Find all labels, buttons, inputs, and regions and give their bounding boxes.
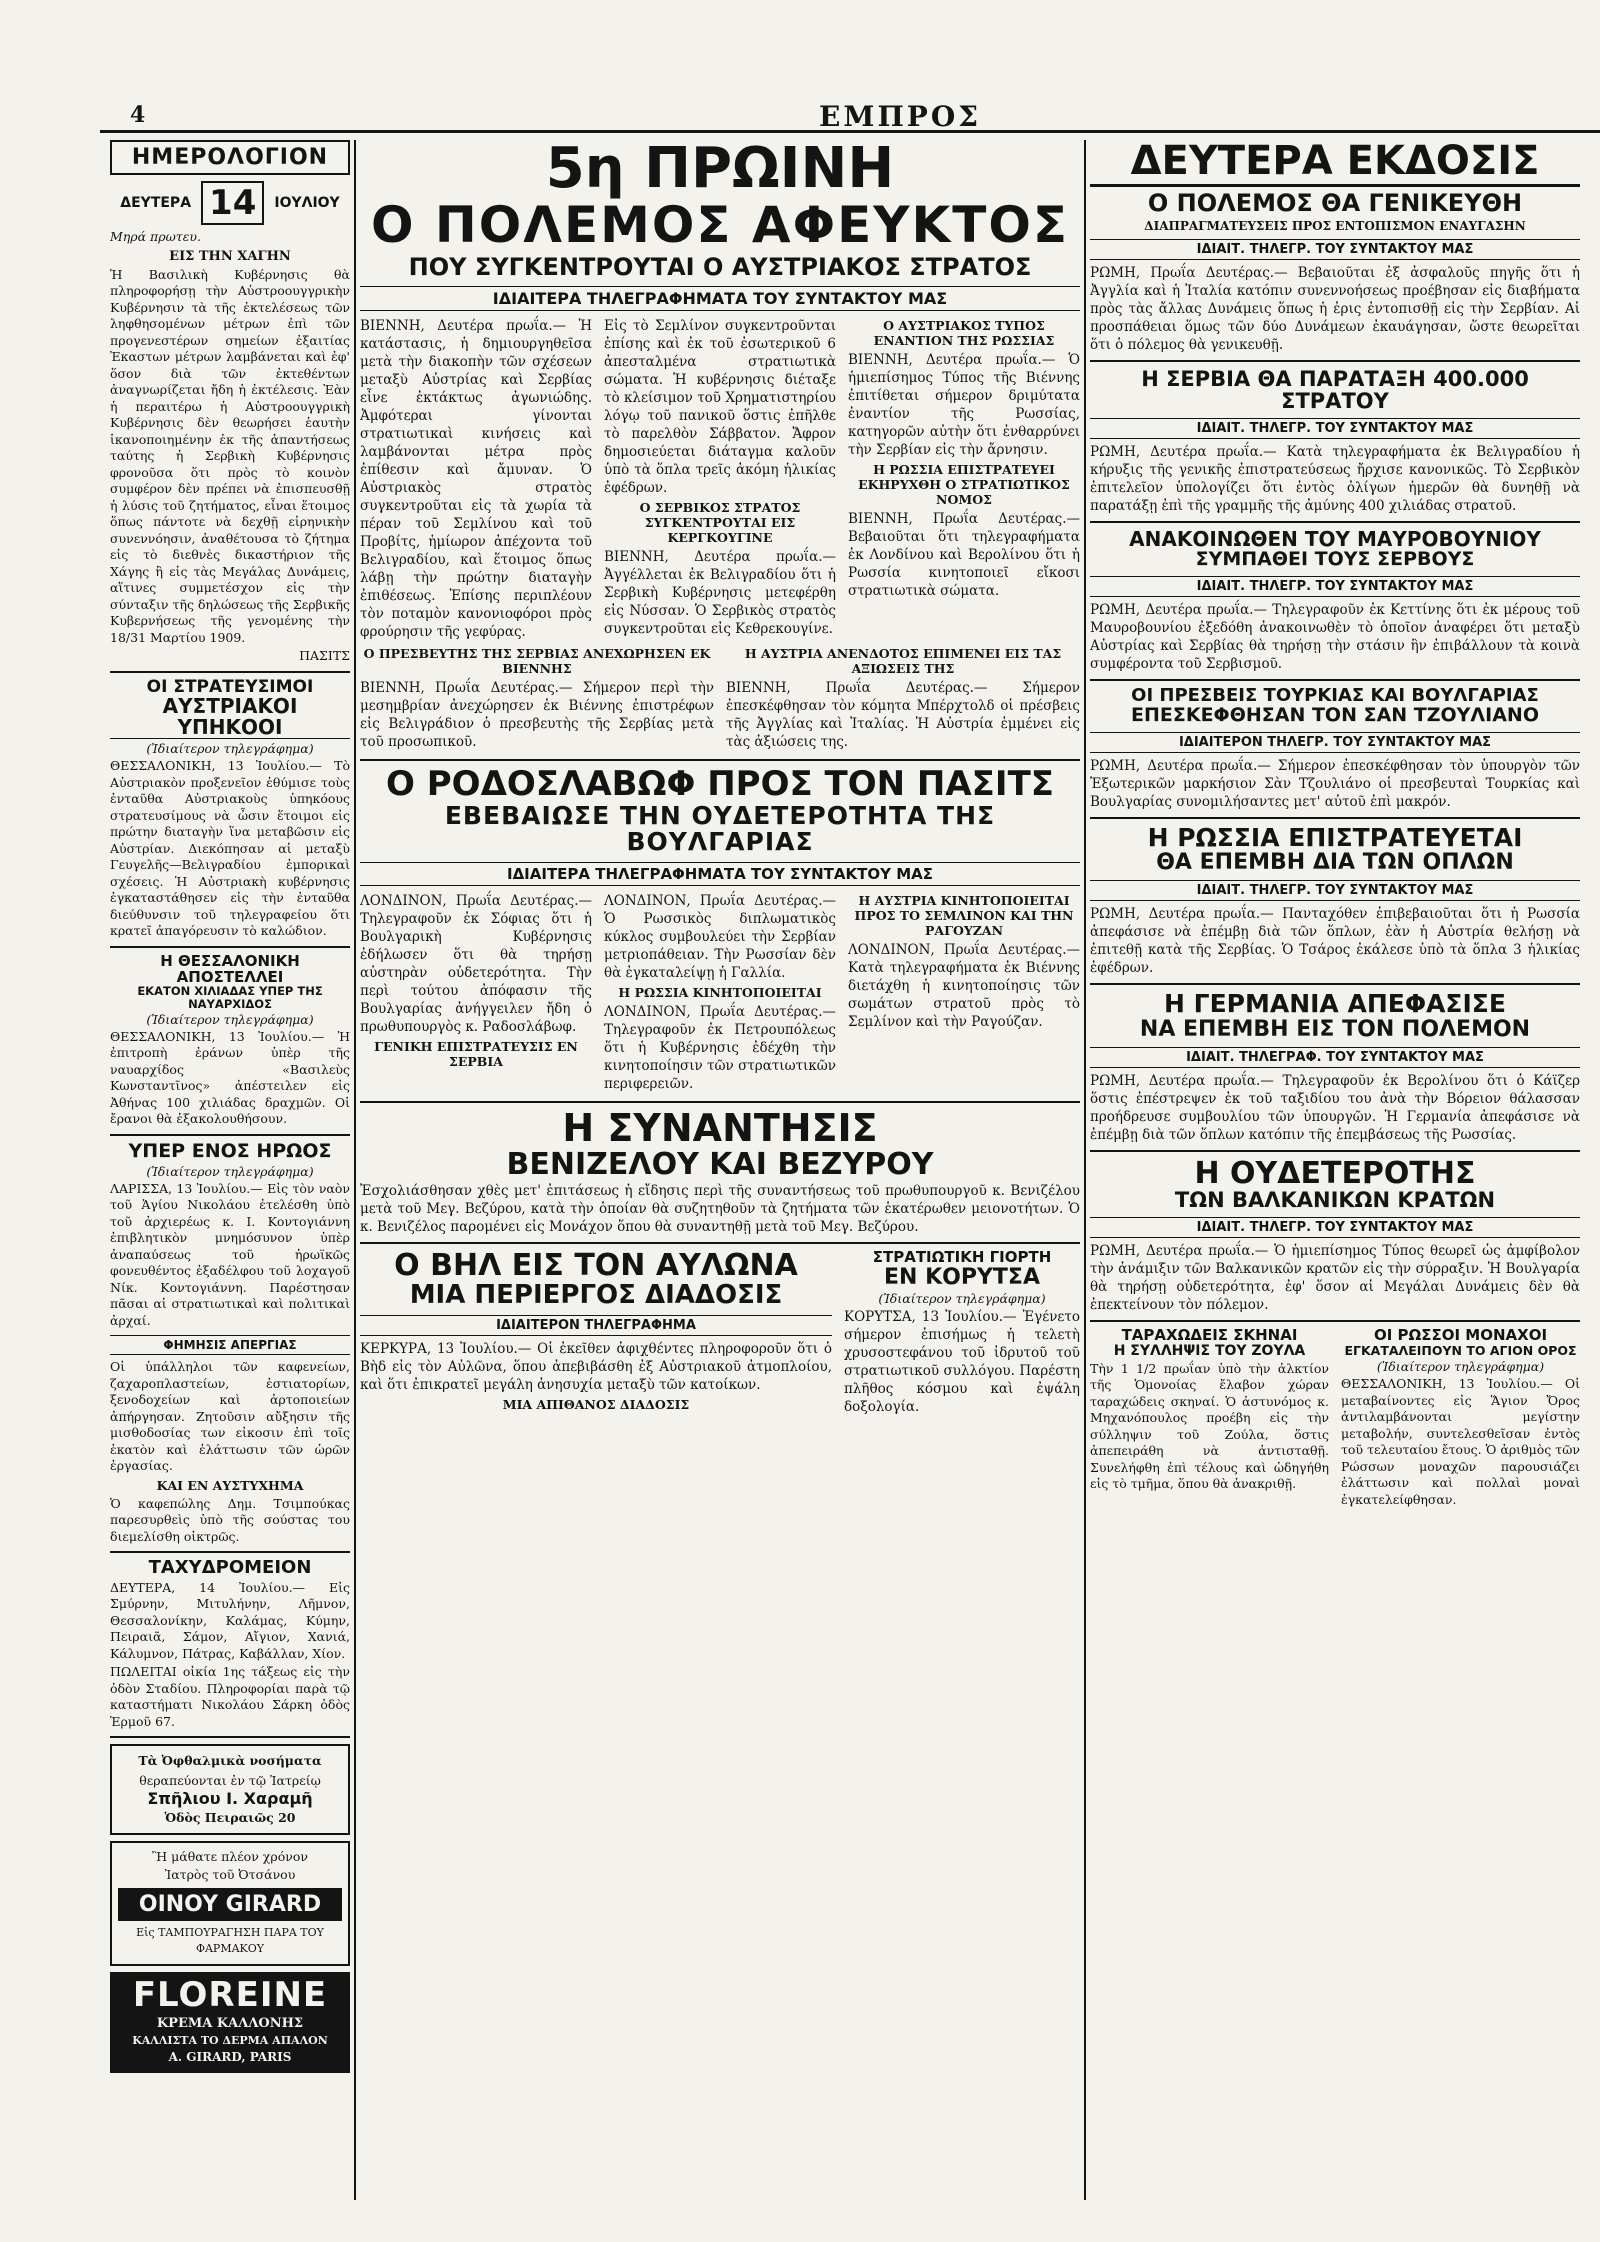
calendar-pre: Μηρά πρωτευ. bbox=[110, 229, 202, 245]
divider bbox=[1090, 1150, 1580, 1152]
meeting-headline: Η ΣΥΝΑΝΤΗΣΙΣ bbox=[562, 1105, 878, 1150]
ad-optician-name: Σπῆλιου Ι. Χαραμῆ bbox=[147, 1789, 313, 1809]
right-bottom-articles bbox=[1090, 1328, 1580, 1510]
austria-demands-body: ΒΙΕΝΝΗ, Πρωΐα Δευτέρας.— Σήμερον ἐπεσκέφθησαν τὸν κόμητα Μπέρχτολδ οἱ πρέσβεις τῆς Ἀγγλίας καὶ Ἰταλίας. Ἡ Αὐστρία ἐμμένει εἰς τὰς ἀξιώσεις της. bbox=[726, 680, 1080, 751]
rodoslavov-col-3 bbox=[848, 890, 1080, 1095]
calendar-month: ΙΟΥΛΙΟΥ bbox=[274, 195, 340, 212]
austria-mob-head: Η ΑΥΣΤΡΙΑ ΚΙΝΗΤΟΠΟΙΕΙΤΑΙ ΠΡΟΣ ΤΟ ΣΕΜΛΙΝΟΝ ΚΑΙ ΤΗΝ ΡΑΓΟΥΖΑΝ bbox=[854, 892, 1074, 938]
center-column bbox=[360, 140, 1080, 2200]
monks-head2: ΕΓΚΑΤΑΛΕΙΠΟΥΝ ΤΟ ΑΓΙΟΝ ΟΡΟΣ bbox=[1344, 1343, 1577, 1359]
war-col-3 bbox=[848, 315, 1080, 643]
serbian-army-body: ΒΙΕΝΝΗ, Δευτέρα πρωΐα.— Ἀγγέλλεται ἐκ Βελιγραδίου ὅτι ἡ Σερβικὴ Κυβέρνησις μετεφέρθη εἰς Νύσσαν. Ὁ Σερβικὸς στρατὸς συγκεντροῦται εἰς Κεθρεκουγίνε. bbox=[604, 549, 836, 638]
salonica-head2: ΕΚΑΤΟΝ ΧΙΛΙΑΔΑΣ ΥΠΕΡ ΤΗΣ ΝΑΥΑΡΧΙΔΟΣ bbox=[137, 984, 323, 1011]
vine-subheadline: ΜΙΑ ΠΕΡΙΕΡΓΟΣ ΔΙΑΔΟΣΙΣ bbox=[409, 1279, 783, 1310]
telegram-label-2: ΙΔΙΑΙΤ. ΤΗΛΕΓΡ. ΤΟΥ ΣΥΝΤΑΚΤΟΥ ΜΑΣ bbox=[1090, 418, 1580, 439]
rodoslavov-telegram-label: ΙΔΙΑΙΤΕΡΑ ΤΗΛΕΓΡΑΦΗΜΑΤΑ ΤΟΥ ΣΥΝΤΑΚΤΟΥ ΜΑΣ bbox=[360, 862, 1080, 886]
ambassadors-subhead: ΕΠΕΣΚΕΦΘΗΣΑΝ ΤΟΝ ΣΑΝ ΤΖΟΥΛΙΑΝΟ bbox=[1131, 704, 1539, 727]
war-articles-2 bbox=[360, 643, 1080, 753]
monks-head1: ΟΙ ΡΩΣΣΟΙ ΜΟΝΑΧΟΙ bbox=[1373, 1326, 1548, 1345]
vine-headline: Ο ΒΗΛ ΕΙΣ ΤΟΝ ΑΥΛΩΝΑ bbox=[394, 1248, 798, 1284]
divider bbox=[360, 759, 1080, 761]
ad-wine-line1: Ἢ μάθατε πλέον χρόνον bbox=[152, 1848, 308, 1864]
post-head: ΤΑΧΥΔΡΟΜΕΙΟΝ bbox=[148, 1557, 312, 1578]
monks-source: (Ἰδιαίτερον τηλεγράφημα) bbox=[1376, 1359, 1545, 1375]
russia-mob-head: Η ΡΩΣΣΙΑ ΕΠΙΣΤΡΑΤΕΥΕΤΑΙ bbox=[1147, 823, 1523, 853]
ad-floreine-brand: FLOREINE bbox=[132, 1974, 328, 2015]
calendar-subhead: ΕΙΣ ΤΗΝ ΧΑΓΗΝ bbox=[169, 248, 291, 264]
rodoslavov-subheadline: ΕΒΕΒΑΙΩΣΕ ΤΗΝ ΟΥΔΕΤΕΡΟΤΗΤΑ ΤΗΣ ΒΟΥΛΓΑΡΙΑΣ bbox=[444, 801, 996, 857]
korytsa-article bbox=[844, 1250, 1080, 1418]
column-rule-2 bbox=[1084, 140, 1086, 2200]
strike-head: ΦΗΜΗΣΙΣ ΑΠΕΡΓΙΑΣ bbox=[110, 1335, 350, 1355]
russia-mobilizes-head: Η ΡΩΣΣΙΑ ΚΙΝΗΤΟΠΟΙΕΙΤΑΙ bbox=[618, 984, 822, 1000]
zoula-head2: Η ΣΥΛΛΗΨΙΣ ΤΟΥ ΖΟΥΛΑ bbox=[1113, 1343, 1306, 1360]
divider bbox=[1090, 983, 1580, 985]
subheadline: ΠΟΥ ΣΥΓΚΕΝΤΡΟΥΤΑΙ Ο ΑΥΣΤΡΙΑΚΟΣ ΣΤΡΑΤΟΣ bbox=[408, 253, 1032, 282]
rodoslavov-articles bbox=[360, 890, 1080, 1095]
russian-press-body: ΒΙΕΝΝΗ, Δευτέρα πρωΐα.— Ὁ ἡμιεπίσημος Τύπος τῆς Βιέννης ἐπιτίθεται σήμερον δριμύτατα ἐναντίον τῆς Ρωσσίας, κατηγορῶν αὐτὴν ὅτι ἐνθαρρύνει τὴν Σερβίαν εἰς τὴν ἄρνησιν. bbox=[848, 352, 1080, 459]
right-column bbox=[1090, 140, 1580, 2200]
divider bbox=[360, 1242, 1080, 1244]
zoula-article bbox=[1090, 1328, 1329, 1510]
rodoslavov-headline: Ο ΡΟΔΟΣΛΑΒΩΦ ΠΡΟΣ ΤΟΝ ΠΑΣΙΤΣ bbox=[386, 764, 1054, 805]
austria-demands-head: Η ΑΥΣΤΡΙΑ ΑΝΕΝΔΟΤΟΣ ΕΠΙΜΕΝΕΙ ΕΙΣ ΤΑΣ ΑΞΙΩΣΕΙΣ ΤΗΣ bbox=[744, 646, 1062, 677]
ad-optician-line3: Ὁδὸς Πειραιῶς 20 bbox=[164, 1810, 296, 1826]
salonica-head1: Η ΘΕΣΣΑΛΟΝΙΚΗ ΑΠΟΣΤΕΛΛΕΙ bbox=[160, 951, 300, 986]
vine-article bbox=[360, 1250, 832, 1418]
divider bbox=[1090, 679, 1580, 681]
calendar-title: ΗΜΕΡΟΛΟΓΙΟΝ bbox=[131, 145, 329, 170]
war-generalize-subheadline: ΔΙΑΠΡΑΓΜΑΤΕΥΣΕΙΣ ΠΡΟΣ ΕΝΤΟΠΙΣΜΟΝ ΕΝΑΥΓΑΣΗΝ bbox=[1144, 219, 1526, 234]
page-number: 4 bbox=[130, 102, 146, 128]
salonica-body: ΘΕΣΣΑΛΟΝΙΚΗ, 13 Ἰουλίου.— Ἡ ἐπιτροπὴ ἐράνων ὑπὲρ τῆς ναυαρχίδος «Βασιλεὺς Κωνσταντῖνος» ἀπέστειλεν εἰς Ἀθήνας 100 χιλιάδας δραχμῶν. Οἱ ἔρανοι θὰ ἐξακολουθήσουν. bbox=[110, 1028, 350, 1127]
meeting-body: Ἐσχολιάσθησαν χθὲς μετ' ἐπιτάσεως ἡ εἴδησις περὶ τῆς συναντήσεως τοῦ πρωθυπουργοῦ κ. Βενιζέλου μετὰ τοῦ Μεγ. Βεζύρου, κατὰ τὴν ὁποίαν θὰ συζητηθοῦν τὰ ζητήματα τῶν ἑκατέρωθεν μειονοτήτων. Ὁ κ. Βενιζέλος παρομένει εἰς Μονάχον ὅπου θὰ συναντηθῇ μετὰ τοῦ Μεγ. Βεζύρου. bbox=[360, 1183, 1080, 1236]
hero-source: (Ἰδιαίτερον τηλεγράφημα) bbox=[146, 1163, 314, 1179]
ambassador-head: Ο ΠΡΕΣΒΕΥΤΗΣ ΤΗΣ ΣΕΡΒΙΑΣ ΑΝΕΧΩΡΗΣΕΝ ΕΚ ΒΙΕΝΝΗΣ bbox=[363, 646, 711, 677]
balkan-body: ΡΩΜΗ, Δευτέρα πρωΐα.— Ὁ ἡμιεπίσημος Τύπος θεωρεῖ ὡς ἀμφίβολον τὴν ἀνάμιξιν τῶν Βαλκανικῶν κρατῶν εἰς τὴν σύρραξιν. Ἡ Βουλγαρία θὰ τηρήσῃ οὐδετερότητα, ἐφ' ὅσον αἱ Μεγάλαι Δυνάμεις δὲν θὰ ἐπεκτείνουν τὸν πόλεμον. bbox=[1090, 1243, 1580, 1314]
calendar-date bbox=[110, 181, 350, 225]
korytsa-head1: ΣΤΡΑΤΙΩΤΙΚΗ ΓΙΟΡΤΗ bbox=[872, 1248, 1052, 1267]
rodoslavov-col-2 bbox=[604, 890, 836, 1095]
rodoslavov-body1: ΛΟΝΔΙΝΟΝ, Πρωΐα Δευτέρας.— Τηλεγραφοῦν ἐκ Σόφιας ὅτι ἡ Βουλγαρικὴ Κυβέρνησις ἐδήλωσεν ὅτι θὰ τηρήσῃ αὐστηρὰν οὐδετερότητα. Τὴν περὶ τούτου ἀπόφασιν τῆς Βουλγαρίας ἀνήγγειλεν ἤδη ὁ πρωθυπουργὸς κ. Ραδοσλάβωφ. bbox=[360, 892, 592, 1035]
divider bbox=[360, 1101, 1080, 1103]
divider bbox=[1090, 1320, 1580, 1322]
korytsa-head2: ΕΝ ΚΟΡΥΤΣΑ bbox=[884, 1264, 1040, 1290]
germany-body: ΡΩΜΗ, Δευτέρα πρωΐα.— Τηλεγραφοῦν ἐκ Βερολίνου ὅτι ὁ Κάϊζερ ὅστις ἐπέστρεψεν ἐκ τοῦ ταξιδίου του ἀνὰ τὴν Βόρειον θάλασσαν προήδρευσε συμβουλίου τῶν ὑπουργῶν. Ἡ Γερμανία ἀπεφάσισε νὰ ἐπέμβῃ διὰ τῶν ὅπλων κατόπιν τῆς ἐπεμβάσεως τῆς Ρωσσίας. bbox=[1090, 1072, 1580, 1143]
war-generalize-body: ΡΩΜΗ, Πρωΐα Δευτέρας.— Βεβαιοῦται ἐξ ἀσφαλοῦς πηγῆς ὅτι ἡ Ἀγγλία καὶ ἡ Ἰταλία κατόπιν συνεννοήσεως προέβησαν εἰς διαβήματα πρὸς τὰς ἄλλας Δυνάμεις ὅπως ἡ ἐρις ἐντοπισθῇ εἰς τὴν Σερβίαν. Αἱ προσπάθειαι ὅμως τῶν δύο Δυνάμεων ἐκαυάγησαν, ὥστε θεωρεῖται ὅτι ὁ πόλεμος θὰ γενικευθῇ. bbox=[1090, 265, 1580, 354]
ad-optician-line1: Τὰ Ὀφθαλμικὰ νοσήματα bbox=[138, 1753, 322, 1769]
rodoslavov-body2: ΛΟΝΔΙΝΟΝ, Πρωΐα Δευτέρας.— Ὁ Ρωσσικὸς διπλωματικὸς κύκλος συμβουλεύει τὴν Σερβίαν μετριοπάθειαν. Τὴν Ρωσσίαν δὲν θὰ ἐγκαταλείψῃ ἡ Γαλλία. bbox=[604, 892, 836, 981]
rodoslavov-body4: ΛΟΝΔΙΝΟΝ, Πρωΐα Δευτέρας.— Κατὰ τηλεγραφήματα ἐκ Βιέννης διετάχθη ἡ κινητοποίησις τῶν σωμάτων στρατοῦ πρὸς τὸ Σεμλίνον καὶ τὴν Ραγούζαν. bbox=[848, 941, 1080, 1030]
reservists-body: ΘΕΣΣΑΛΟΝΙΚΗ, 13 Ἰουλίου.— Τὸ Αὐστριακὸν προξενεῖον ἐθύμισε τοὺς ἐνταῦθα Αὐστριακοὺς ὑπηκόους στρατευσίμους νὰ ὦσιν ἕτοιμοι εἰς πρώτην διαταγὴν ἵνα μεταβῶσιν εἰς Αὐστρίαν. Διεκόπησαν αἱ μεταξὺ Γευγελῆς—Βελιγραδίου ἐμπορικαὶ σχέσεις. Ἡ Αὐστριακὴ κυβέρνησις ἐγκαταστάθησεν εἰς τὴν ἐνταῦθα διεύθυνσιν τοῦ τηλεγραφείου ὅτι κρατεῖ ἀπαγόρευσιν τὸ καλώδιον. bbox=[110, 758, 350, 939]
zoula-head1: ΤΑΡΑΧΩΔΕΙΣ ΣΚΗΝΑΙ bbox=[1121, 1326, 1298, 1345]
austria-demands-article bbox=[726, 643, 1080, 753]
russia-mob-subhead: ΘΑ ΕΠΕΜΒΗ ΔΙΑ ΤΩΝ ΟΠΛΩΝ bbox=[1156, 850, 1514, 876]
zoula-body: Τὴν 1 1/2 πρωΐαν ὑπὸ τὴν ἀλκτίον τῆς Ὁμονοίας ἔλαβον χώραν ταραχώδεις σκηναί. Ὁ ἀστυνόμος κ. Μηχανόπουλος προέβη εἰς τὴν σύλληψιν τοῦ Ζούλα, ὅστις ἀπεπειράθη νὰ ἀντισταθῇ. Συνελήφθη ἐπὶ τέλους καὶ ὡδηγήθη εἰς τὸ τμῆμα, ὅπου θὰ ἀνακριθῇ. bbox=[1090, 1360, 1329, 1492]
monks-article bbox=[1341, 1328, 1580, 1510]
war-articles bbox=[360, 315, 1080, 643]
reservists-head1: ΟΙ ΣΤΡΑΤΕΥΣΙΜΟΙ bbox=[146, 676, 314, 697]
salonica-source: (Ἰδιαίτερον τηλεγράφημα) bbox=[146, 1011, 314, 1027]
ad-wine-line3: Εἰς ΤΑΜΠΟΥΡΑΓΗΣΗ ΠΑΡΑ ΤΟΥ ΦΑΡΜΑΚΟΥ bbox=[136, 1925, 324, 1956]
ad-floreine-line1: ΚΡΕΜΑ ΚΑΛΛΟΝΗΣ bbox=[156, 2016, 304, 2032]
telegram-label-4: ΙΔΙΑΙΤΕΡΟΝ ΤΗΛΕΓΡ. ΤΟΥ ΣΥΝΤΑΚΤΟΥ ΜΑΣ bbox=[1090, 732, 1580, 753]
calendar-signature: ΠΑΣΙΤΣ bbox=[299, 648, 350, 664]
russia-mob-body: ΡΩΜΗ, Δευτέρα πρωΐα.— Πανταχόθεν ἐπιβεβαιοῦται ὅτι ἡ Ρωσσία ἀπεφάσισε νὰ ἐπέμβῃ διὰ τῶν ὅπλων, ἐὰν ἡ Αὐστρία θελήσῃ νὰ ἐπιτεθῇ κατὰ τῆς Σερβίας. Ὁ Τσάρος ἐκάλεσε ὑπὸ τὰ ὅπλα 3 ἡλικίας ἐφέδρων. bbox=[1090, 906, 1580, 977]
divider bbox=[1090, 521, 1580, 523]
divider bbox=[1090, 360, 1580, 362]
ambassadors-head: ΟΙ ΠΡΕΣΒΕΙΣ ΤΟΥΡΚΙΑΣ ΚΑΙ ΒΟΥΛΓΑΡΙΑΣ bbox=[1131, 685, 1539, 707]
notice-body: ΠΩΛΕΙΤΑΙ οἰκία 1ης τάξεως εἰς τὴν ὁδὸν Σταδίου. Πληροφορίαι παρὰ τῷ καταστήματι Νικολάου Σάρκη ὁδὸς Ἑρμοῦ 67. bbox=[110, 1664, 350, 1729]
germany-subhead: ΝΑ ΕΠΕΜΒΗ ΕΙΣ ΤΟΝ ΠΟΛΕΜΟΝ bbox=[1139, 1016, 1531, 1042]
ambassador-article bbox=[360, 643, 714, 753]
divider bbox=[110, 671, 350, 673]
calendar-day: 14 bbox=[201, 181, 264, 225]
telegram-label-7: ΙΔΙΑΙΤ. ΤΗΛΕΓΡ. ΤΟΥ ΣΥΝΤΑΚΤΟΥ ΜΑΣ bbox=[1090, 1217, 1580, 1238]
russian-mob-head: Η ΡΩΣΣΙΑ ΕΠΙΣΤΡΑΤΕΥΕΙ ΕΚΗΡΥΧΘΗ Ο ΣΤΡΑΤΙΩΤΙΚΟΣ ΝΟΜΟΣ bbox=[858, 462, 1070, 508]
rodoslavov-col-1 bbox=[360, 890, 592, 1095]
calendar-weekday: ΔΕΥΤΕΡΑ bbox=[120, 195, 192, 212]
telegram-label-1: ΙΔΙΑΙΤ. ΤΗΛΕΓΡ. ΤΟΥ ΣΥΝΤΑΚΤΟΥ ΜΑΣ bbox=[1090, 239, 1580, 260]
russian-press-head: Ο ΑΥΣΤΡΙΑΚΟΣ ΤΥΠΟΣ ΕΝΑΝΤΙΟΝ ΤΗΣ ΡΩΣΣΙΑΣ bbox=[873, 318, 1055, 349]
divider bbox=[110, 1134, 350, 1136]
montenegro-body: ΡΩΜΗ, Δευτέρα πρωΐα.— Τηλεγραφοῦν ἐκ Κεττίνης ὅτι ἐκ μέρους τοῦ Μαυροβουνίου ἐξεδόθη ἀνακοινωθὲν τὸ ὁποῖον ἀναφέρει ὅτι μεταξὺ Αὐστρίας καὶ Σερβίας θὰ τηρήσῃ τὴν στάσιν ἣν ἐπιβάλλουν τὰ κοινὰ συμφέροντα τοῦ Σερβισμοῦ. bbox=[1090, 602, 1580, 673]
accident-head: ΚΑΙ ΕΝ ΑΥΣΤΥΧΗΜΑ bbox=[156, 1477, 304, 1493]
ad-wine-line2: Ἰατρὸς τοῦ Ὀτσάνου bbox=[164, 1867, 296, 1883]
balkan-head: Η ΟΥΔΕΤΕΡΟΤΗΣ bbox=[1194, 1155, 1476, 1191]
hero-head: ΥΠΕΡ ΕΝΟΣ ΗΡΩΟΣ bbox=[128, 1139, 332, 1162]
column-rule-1 bbox=[354, 140, 356, 2200]
accident-body: Ὁ καφεπώλης Δημ. Τσιμπούκας παρεσυρθεὶς ὑπὸ τῆς σούστας του διεμελίσθη οἰκτρῶς. bbox=[110, 1495, 350, 1544]
telegram-label-6: ΙΔΙΑΙΤ. ΤΗΛΕΓΡΑΦ. ΤΟΥ ΣΥΝΤΑΚΤΟΥ ΜΑΣ bbox=[1090, 1047, 1580, 1068]
calendar-box bbox=[110, 140, 350, 175]
divider bbox=[110, 946, 350, 948]
balkan-subhead: ΤΩΝ ΒΑΛΚΑΝΙΚΩΝ ΚΡΑΤΩΝ bbox=[1174, 1188, 1496, 1213]
reservists-source: (Ἰδιαίτερον τηλεγράφημα) bbox=[146, 741, 314, 757]
divider bbox=[110, 1736, 350, 1738]
russian-mob-body: ΒΙΕΝΝΗ, Πρωΐα Δευτέρας.— Βεβαιοῦται ὅτι τηλεγραφήματα ἐκ Λονδίνου καὶ Βερολίνου ὅτι ἡ Ρωσσία κινητοποιεῖ εἴκοσι στρατιωτικὰ σώματα. bbox=[848, 511, 1080, 600]
main-headline: Ο ΠΟΛΕΜΟΣ ΑΦΕΥΚΤΟΣ bbox=[370, 195, 1069, 254]
serbian-army-head: Ο ΣΕΡΒΙΚΟΣ ΣΤΡΑΤΟΣ ΣΥΓΚΕΝΤΡΟΥΤΑΙ ΕΙΣ ΚΕΡΓΚΟΥΓΙΝΕ bbox=[639, 500, 801, 546]
meeting-subheadline: ΒΕΝΙΖΕΛΟΥ ΚΑΙ ΒΕΖΥΡΟΥ bbox=[506, 1146, 934, 1182]
ad-floreine-line2: ΚΑΛΛΙΣΤΑ ΤΟ ΔΕΡΜΑ ΑΠΑΛΟΝ bbox=[132, 2034, 328, 2048]
telegram-label: ΙΔΙΑΙΤΕΡΑ ΤΗΛΕΓΡΑΦΗΜΑΤΑ ΤΟΥ ΣΥΝΤΑΚΤΟΥ ΜΑΣ bbox=[360, 286, 1080, 311]
war-generalize-headline: Ο ΠΟΛΕΜΟΣ ΘΑ ΓΕΝΙΚΕΥΘΗ bbox=[1147, 189, 1523, 217]
korytsa-body: ΚΟΡΥΤΣΑ, 13 Ἰουλίου.— Ἐγένετο σήμερον ἐπισήμως ἡ τελετὴ χρυσοστεφάνου τοῦ ἰδρυτοῦ τοῦ στρατιωτικοῦ συλλόγου. Παρέστη πλῆθος κόσμου καὶ ἐψάλη δοξολογία. bbox=[844, 1308, 1080, 1415]
ad-wine bbox=[110, 1841, 350, 1966]
calendar-body: Ἡ Βασιλικὴ Κυβέρνησις θὰ πληροφορήσῃ τὴν Αὐστροουγγρικὴν Κυβέρνησιν τὰ τῆς ἐκτελέσεως τῶν ληφθησομένων μέτρων ἐπὶ τῶν προγενεστέρων σημείων ἐξαιτίας Ἐκαστων μέτρων λαμβάνεται καὶ ἐφ' ὅσον διὰ τῶν ἐκτεθέντων ἀναγνωρίζεται ἤδη ἡ ἐκτέλεσις. Ἐὰν ἡ περαιτέρω ἡ Αὐστροουγγρικὴ Κυβέρνησις δὲν θεωρήσει ἑαυτὴν ἱκανοποιημένην ἐκ τῆς ἀπαντήσεως ταύτης ἡ Σερβικὴ Κυβέρνησις φρονοῦσα ὅτι πρὸς τὸ κοινὸν συμφέρον δὲν πρέπει νὰ ἐπισπευσθῇ ἡ λύσις τοῦ ζητήματος, εἶναι ἕτοιμος ὅπως πάντοτε νὰ δεχθῇ εἰρηνικὴν συνεννόησιν, ἀναθέτουσα τὸ ζήτημα εἰς τὸ διεθνὲς δικαστήριον τῆς Χάγης ἢ εἰς τὰς Μεγάλας Δυνάμεις, αἵτινες συμμετέσχον εἰς τὴν σύνταξιν τῆς δηλώσεως τῆς Σερβικῆς Κυβερνήσεως τῆς γενομένης τὴν 18/31 Μαρτίου 1909. bbox=[110, 266, 350, 645]
masthead bbox=[100, 100, 1600, 133]
edition-title: 5η ΠΡΩΙΝΗ bbox=[545, 140, 895, 201]
ad-wine-brand: OINOY GIRARD bbox=[118, 1888, 342, 1921]
telegram-label-3: ΙΔΙΑΙΤ. ΤΗΛΕΓΡ. ΤΟΥ ΣΥΝΤΑΚΤΟΥ ΜΑΣ bbox=[1090, 576, 1580, 597]
vine-telegram-label: ΙΔΙΑΙΤΕΡΟΝ ΤΗΛΕΓΡΑΦΗΜΑ bbox=[360, 1315, 832, 1336]
ad-optician bbox=[110, 1744, 350, 1834]
hero-body: ΛΑΡΙΣΣΑ, 13 Ἰουλίου.— Εἰς τὸν ναὸν τοῦ Ἁγίου Νικολάου ἐτελέσθη ὑπὸ τοῦ ἀρχιερέως κ. Ι. Κοντογιάννη ἐπιβλητικὸν μνημόσυνον ὑπὲρ ἀναπαύσεως τοῦ ἡρωϊκῶς φονευθέντος ἐξαδέλφου τοῦ λοχαγοῦ Νίκ. Κοντογιάννη. Παρέστησαν πᾶσαι αἱ στρατιωτικαὶ καὶ πολιτικαὶ ἀρχαί. bbox=[110, 1180, 350, 1328]
war-col1-body: ΒΙΕΝΝΗ, Δευτέρα πρωΐα.— Ἡ κατάστασις, ἡ δημιουργηθεῖσα μετὰ τὴν διακοπὴν τῶν σχέσεων μεταξὺ Αὐστρίας καὶ Σερβίας εἶνε ἐκτάκτως ἀγωνιώδης. Ἀμφότεραι γίνονται στρατιωτικαὶ κινήσεις καὶ λαμβάνονται μέτρα πρὸς ἐπίθεσιν καὶ ἄμυναν. Ὁ Αὐστριακὸς στρατὸς συγκεντροῦται εἰς τὰ χωρία τὰ πέραν τοῦ Σεμλίνου καὶ τοῦ Προβίτς, ἡμίωρον ἀπέχοντα τοῦ Βελιγραδίου, καὶ ἕτοιμος ὅπως λάβῃ τὴν πρώτην διαταγὴν ἐπιθέσεως. Ἐπίσης περιπλέουν τὸν ποταμὸν κανονιοφόροι πρὸς φρούρησιν τῆς γεφύρας. bbox=[360, 318, 592, 641]
ad-floreine-maker: A. GIRARD, PARIS bbox=[168, 2050, 292, 2065]
post-body: ΔΕΥΤΕΡΑ, 14 Ἰουλίου.— Εἰς Σμύρνην, Μιτυλήνην, Λῆμνον, Θεσσαλονίκην, Καλάμας, Κύμην, Πειραιᾶ, Σάμον, Αἴγιον, Χανιά, Κάλυμνον, Πάτρας, Καβάλλαν, Χίον. bbox=[110, 1579, 350, 1661]
war-col-1 bbox=[360, 315, 592, 643]
rodoslavov-body3: ΛΟΝΔΙΝΟΝ, Πρωΐα Δευτέρας.— Τηλεγραφοῦν ἐκ Πετρουπόλεως ὅτι ἡ Κυβέρνησις ἐδέχθη τὴν κινητοποίησιν τῶν στρατιωτικῶν περιφερειῶν. bbox=[604, 1003, 836, 1092]
ad-floreine bbox=[110, 1972, 350, 2074]
war-col2-body: Εἰς τὸ Σεμλίνον συγκεντροῦνται ἐπίσης καὶ ἐκ τοῦ ἐσωτερικοῦ 6 ἀπεσταλμένα στρατιωτικὰ σώματα. Ἡ κυβέρνησις διέταξε τὸ κλείσιμον τοῦ Χρηματιστηρίου λόγῳ τοῦ πανικοῦ ὅστις ἐπῆλθε τὸ παρελθὸν Σάββατον. Ἄφρον δημοσιεύεται διάταγμα καλοῦν ὑπὸ τὰ ὅπλα τρεῖς ἀκόμη ἡλικίας ἐφέδρων. bbox=[604, 318, 836, 497]
montenegro-subhead: ΣΥΜΠΑΘΕΙ ΤΟΥΣ ΣΕΡΒΟΥΣ bbox=[1195, 548, 1475, 571]
general-mob-head: ΓΕΝΙΚΗ ΕΠΙΣΤΡΑΤΕΥΣΙΣ ΕΝ ΣΕΡΒΙΑ bbox=[374, 1038, 578, 1069]
serbia-army-head: Η ΣΕΡΒΙΑ ΘΑ ΠΑΡΑΤΑΞΗ 400.000 ΣΤΡΑΤΟΥ bbox=[1141, 367, 1529, 414]
divider bbox=[1090, 817, 1580, 819]
reservists-head2: ΑΥΣΤΡΙΑΚΟΙ ΥΠΗΚΟΟΙ bbox=[110, 696, 350, 739]
serbia-army-body: ΡΩΜΗ, Δευτέρα πρωΐα.— Κατὰ τηλεγραφήματα ἐκ Βελιγραδίου ἡ κήρυξις τῆς γενικῆς ἐπιστρατεύσεως ἤρχισε κανονικῶς. Τὸ Σερβικὸν ἐπιτελεῖον ὑπολογίζει ὅτι ἐντὸς ὀλίγων ἡμερῶν θὰ δυνηθῇ νὰ παρατάξῃ ἐπὶ τῆς γραμμῆς τῆς ἀμύνης 400 χιλιάδας στρατοῦ. bbox=[1090, 444, 1580, 515]
telegram-label-5: ΙΔΙΑΙΤ. ΤΗΛΕΓΡ. ΤΟΥ ΣΥΝΤΑΚΤΟΥ ΜΑΣ bbox=[1090, 880, 1580, 901]
newspaper-name: ΕΜΠΡΟΣ bbox=[818, 100, 982, 133]
ad-optician-line2: θεραπεύονται ἐν τῷ Ἰατρείῳ bbox=[139, 1772, 321, 1788]
strange-rumor-head: ΜΙΑ ΑΠΙΘΑΝΟΣ ΔΙΑΔΟΣΙΣ bbox=[502, 1396, 690, 1412]
germany-head: Η ΓΕΡΜΑΝΙΑ ΑΠΕΦΑΣΙΣΕ bbox=[1164, 989, 1506, 1019]
korytsa-source: (Ἰδιαίτερον τηλεγράφημα) bbox=[878, 1290, 1046, 1306]
second-edition-title: ΔΕΥΤΕΡΑ ΕΚΔΟΣΙΣ bbox=[1090, 140, 1580, 187]
ambassadors-body: ΡΩΜΗ, Δευτέρα πρωΐα.— Σήμερον ἐπεσκέφθησαν τὸν ὑπουργὸν τῶν Ἐξωτερικῶν μαρκήσιον Σὰν Τζουλιάνο οἱ πρεσβευταὶ Τουρκίας καὶ Βουλγαρίας συνομιλήσαντες μετ' αὐτοῦ ἐπὶ μακρόν. bbox=[1090, 758, 1580, 811]
divider bbox=[110, 1551, 350, 1553]
left-column bbox=[110, 140, 350, 2200]
montenegro-head: ΑΝΑΚΟΙΝΩΘΕΝ ΤΟΥ ΜΑΥΡΟΒΟΥΝΙΟΥ bbox=[1129, 527, 1541, 552]
monks-body: ΘΕΣΣΑΛΟΝΙΚΗ, 13 Ἰουλίου.— Οἱ μεταβαίνοντες εἰς Ἅγιον Ὄρος ἀντιλαμβάνονται μεγίστην μεταβολήν, συντελεσθεῖσαν ἐντὸς τοῦ τελευταίου ἔτους. Ὁ ἀριθμὸς τῶν Ρώσσων μοναχῶν παρουσιάζει ἐλάττωσιν καὶ πολλαὶ μοναὶ ἐγκατελείφθησαν. bbox=[1341, 1376, 1580, 1507]
ambassador-body: ΒΙΕΝΝΗ, Πρωΐα Δευτέρας.— Σήμερον περὶ τὴν μεσημβρίαν ἀνεχώρησεν ἐκ Βιέννης ἐπιστρέφων εἰς Βελιγράδιον ὁ πρεσβευτὴς τῆς Σερβίας μετὰ τοῦ προσωπικοῦ. bbox=[360, 680, 714, 751]
vine-body: ΚΕΡΚΥΡΑ, 13 Ἰουλίου.— Οἱ ἐκεῖθεν ἀφιχθέντες πληροφοροῦν ὅτι ὁ Βὴδ εἰς τὸν Αὐλῶνα, ὅπου ἀπεβιβάσθη ἐξ Αὐστριακοῦ ἀτμοπλοίου, καὶ ὅτι ἐπικρατεῖ μεγάλη ἀνησυχία μεταξὺ τῶν κατοίκων. bbox=[360, 1340, 832, 1393]
bottom-articles bbox=[360, 1250, 1080, 1418]
strike-body: Οἱ ὑπάλληλοι τῶν καφενείων, ζαχαροπλαστείων, ἑστιατορίων, ξενοδοχείων καὶ ἀρτοποιείων ἀπήργησαν. Ζητοῦσιν αὔξησιν τῆς μισθοδοσίας των εἰκοσιν ἐπὶ τοῖς ἑκατὸν καὶ ἐλάττωσιν τῶν ὡρῶν ἐργασίας. bbox=[110, 1359, 350, 1473]
war-col-2 bbox=[604, 315, 836, 643]
